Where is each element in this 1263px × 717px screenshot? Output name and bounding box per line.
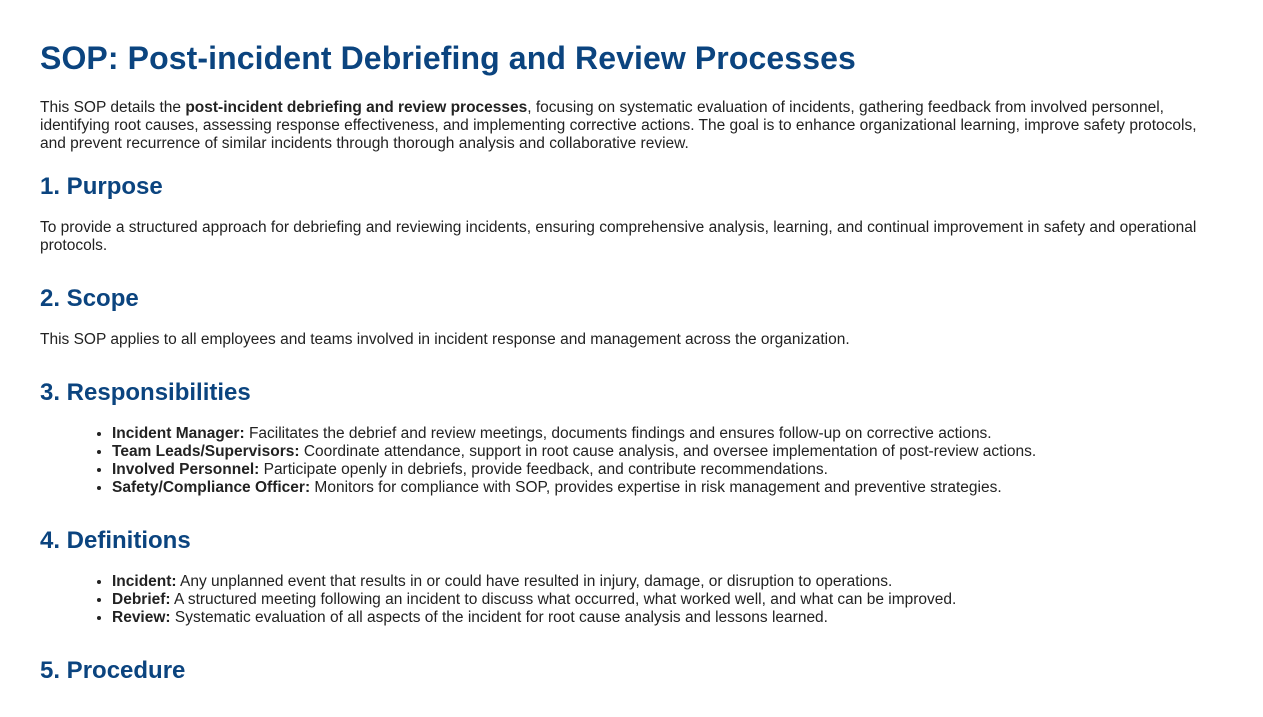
list-item-text: Facilitates the debrief and review meetings, documents findings and ensures follow-up on corrective actions. bbox=[244, 425, 992, 442]
list-item bbox=[112, 425, 1223, 443]
list-item bbox=[112, 573, 1223, 591]
section-heading-scope: 2. Scope bbox=[40, 285, 139, 312]
list-item-term: Involved Personnel: bbox=[112, 461, 260, 478]
list-item bbox=[112, 479, 1223, 497]
list-item bbox=[112, 609, 1223, 627]
section-heading-procedure: 5. Procedure bbox=[40, 657, 186, 684]
list-item-term: Team Leads/Supervisors: bbox=[112, 443, 300, 460]
scope-text: This SOP applies to all employees and teams involved in incident response and management across the organization. bbox=[40, 331, 850, 348]
list-item-text: Participate openly in debriefs, provide feedback, and contribute recommendations. bbox=[259, 461, 828, 478]
section-heading-responsibilities: 3. Responsibilities bbox=[40, 379, 251, 406]
list-item-term: Incident: bbox=[112, 573, 177, 590]
page-title: SOP: Post-incident Debriefing and Review Processes bbox=[40, 40, 856, 76]
definitions-list bbox=[40, 573, 1223, 627]
list-item bbox=[112, 443, 1223, 461]
list-item-text: Monitors for compliance with SOP, provides expertise in risk management and preventive strategies. bbox=[310, 479, 1002, 496]
section-heading-purpose: 1. Purpose bbox=[40, 173, 163, 200]
purpose-text: To provide a structured approach for debriefing and reviewing incidents, ensuring comprehensive analysis, learning, and continual improvement in safety and operational protocols. bbox=[40, 219, 1197, 254]
section-responsibilities bbox=[40, 379, 1223, 497]
list-item-term: Review: bbox=[112, 609, 171, 626]
list-item-text: Coordinate attendance, support in root cause analysis, and oversee implementation of post-review actions. bbox=[299, 443, 1037, 460]
section-heading-definitions: 4. Definitions bbox=[40, 527, 191, 554]
responsibilities-list bbox=[40, 425, 1223, 497]
list-item-text: Any unplanned event that results in or could have resulted in injury, damage, or disruption to operations. bbox=[176, 573, 893, 590]
section-definitions bbox=[40, 527, 1223, 627]
section-procedure bbox=[40, 657, 1223, 685]
list-item-text: Systematic evaluation of all aspects of the incident for root cause analysis and lessons learned. bbox=[170, 609, 828, 626]
list-item-term: Debrief: bbox=[112, 591, 171, 608]
section-purpose bbox=[40, 173, 1223, 255]
section-scope bbox=[40, 285, 1223, 349]
list-item-text: A structured meeting following an incident to discuss what occurred, what worked well, and what can be improved. bbox=[170, 591, 957, 608]
intro-paragraph bbox=[40, 99, 1223, 153]
list-item-term: Safety/Compliance Officer: bbox=[112, 479, 311, 496]
intro-highlight: post-incident debriefing and review processes bbox=[185, 99, 528, 116]
intro-prefix: This SOP details the bbox=[40, 99, 186, 116]
intro-suffix: , focusing on systematic evaluation of incidents, gathering feedback from involved personnel, identifying root causes, assessing response effectiveness, and implementing corrective actions. The goal is to enhance organizational learning, improve safety protocols, and prevent recurrence of similar incidents through thorough analysis and collaborative review. bbox=[40, 99, 1197, 152]
list-item bbox=[112, 591, 1223, 609]
list-item bbox=[112, 461, 1223, 479]
list-item-term: Incident Manager: bbox=[112, 425, 245, 442]
